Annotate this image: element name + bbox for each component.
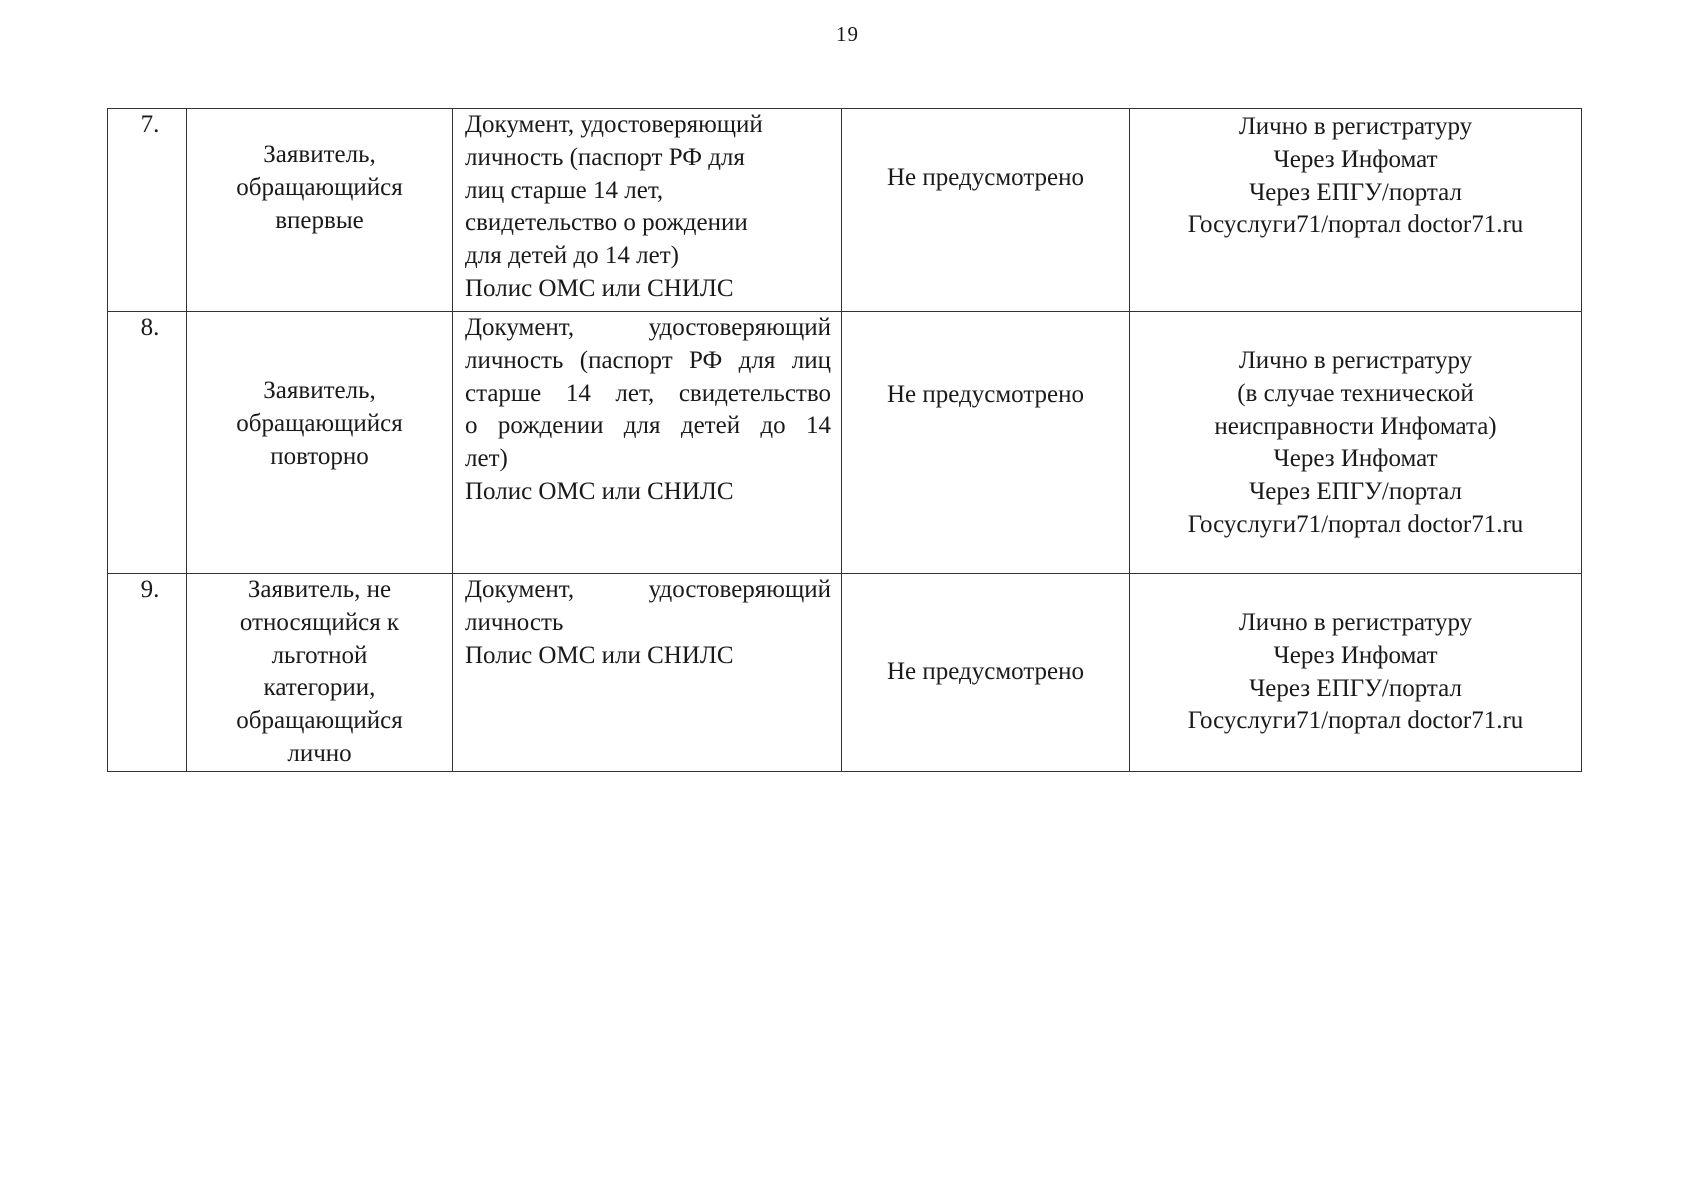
method-line: Госуслуги71/портал doctor71.ru [1187,707,1524,735]
document-line: Полис ОМС или СНИЛС [465,477,734,505]
applicant-cell [187,574,453,772]
fee-text: Не предусмотрено [886,380,1085,408]
method-line: неисправности Инфомата) [1214,412,1497,440]
method-line: Лично в регистратуру [1238,113,1473,140]
document-line: Полис ОМС или СНИЛС [465,274,734,302]
table-row [108,109,1582,312]
applicant-cell [187,312,453,574]
row-number-cell [108,109,187,312]
fee-text: Не предусмотрено [886,658,1085,686]
method-line: Через ЕПГУ/портал [1249,178,1462,206]
document-line: личность (паспорт РФ для [465,143,745,171]
method-line: Через Инфомат [1273,641,1438,669]
page-number: 19 [836,22,859,46]
document-line: Полис ОМС или СНИЛС [465,641,734,669]
table-row [108,574,1582,772]
document-line: для детей до 14 лет) [465,242,679,270]
document-line: о рождении для детей до 14 [465,412,831,440]
applicant-line: впервые [275,206,364,234]
documents-cell [453,574,842,772]
documents-cell [453,312,842,574]
applicant-line: относящийся к [239,608,400,636]
methods-cell [1130,312,1582,574]
row-number: 9. [140,576,160,603]
fee-cell [842,109,1130,312]
documents-cell [453,109,842,312]
document-line: старше 14 лет, свидетельство [465,379,831,407]
row-number: 7. [140,111,160,138]
applicant-line: Заявитель, [263,377,376,404]
applicant-line: обращающийся [236,409,403,437]
method-line: Через ЕПГУ/портал [1249,478,1462,506]
row-number: 8. [140,314,160,341]
fee-cell [842,312,1130,574]
document-line: Документ, удостоверяющий [465,111,763,138]
method-line: Лично в регистратуру [1238,609,1473,636]
applicant-line: Заявитель, [263,141,376,168]
document-line: Документ, удостоверяющий [465,576,831,603]
applicant-line: Заявитель, не [247,576,392,603]
fee-text: Не предусмотрено [886,164,1085,191]
document-line: лиц старше 14 лет, [465,176,664,204]
document-line: личность (паспорт РФ для лиц [465,346,831,374]
methods-cell [1130,574,1582,772]
applicant-line: льготной [271,641,368,669]
document-line: лет) [465,445,508,473]
row-number-cell [108,574,187,772]
method-line: Госуслуги71/портал doctor71.ru [1187,211,1524,239]
applicant-line: лично [287,739,352,767]
applicant-cell [187,109,453,312]
method-line: Через Инфомат [1273,445,1438,473]
method-line: Через ЕПГУ/портал [1249,674,1462,702]
document-line: Документ, удостоверяющий [465,314,831,341]
services-table [107,108,1582,772]
applicant-line: повторно [270,442,369,470]
method-line: Лично в регистратуру [1238,347,1473,374]
method-line: Госуслуги71/портал doctor71.ru [1187,510,1524,538]
method-line: (в случае технической [1237,379,1474,407]
document-line: свидетельство о рождении [465,209,748,237]
applicant-line: обращающийся [236,707,403,735]
methods-cell [1130,109,1582,312]
table-row [108,312,1582,574]
method-line: Через Инфомат [1273,145,1438,173]
row-number-cell [108,312,187,574]
document-line: личность [465,608,564,636]
applicant-line: категории, [263,674,376,702]
fee-cell [842,574,1130,772]
applicant-line: обращающийся [236,173,403,201]
